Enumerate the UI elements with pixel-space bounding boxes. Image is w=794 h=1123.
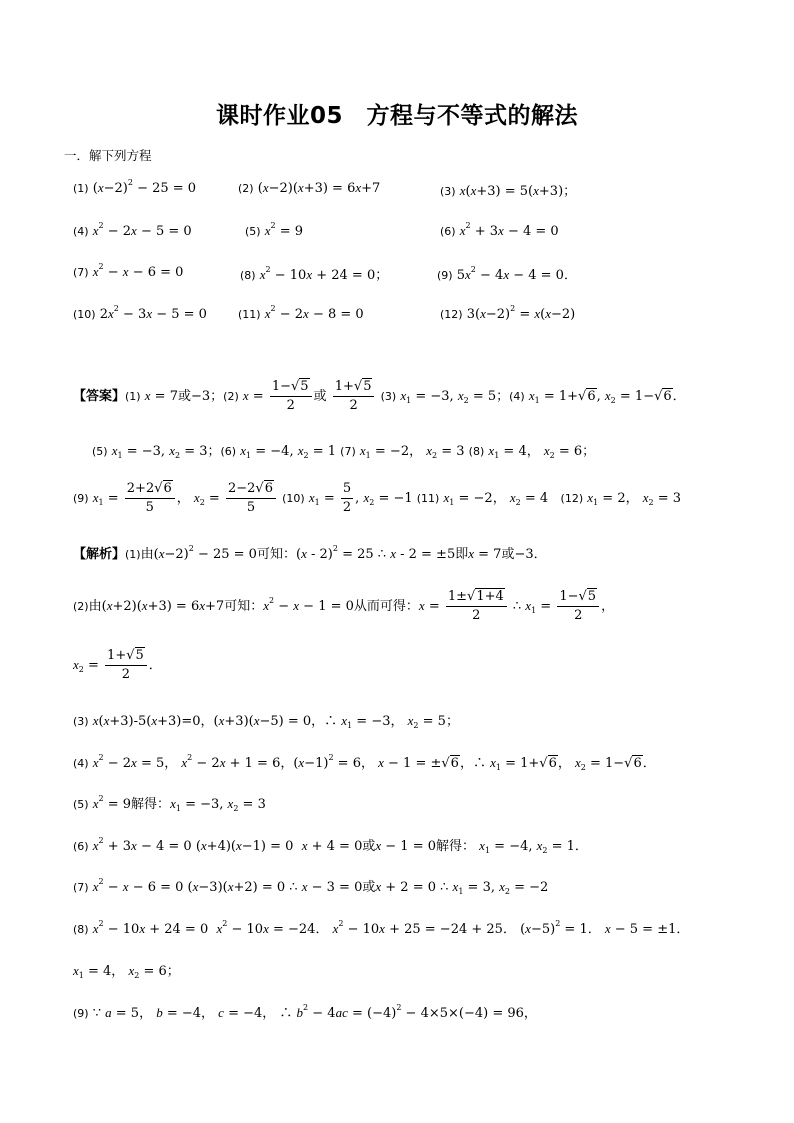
analysis-line-4: (3) x(x+3)-5(x+3)=0，(x+3)(x−5) = 0，∴ $x_1 = -3$， $x_2 = 5$； [73,713,459,730]
analysis-line-6: (5) $x^2 = 9$解得：$x_1 = -3$, $x_2 = 3$ [73,794,266,813]
problem-7: (7) $x^2 - x - 6 = 0$ [73,262,184,280]
analysis-line-10: $x_1 = 4$， $x_2 = 6$； [73,963,180,980]
problem-8: (8) $x^2 - 10x + 24 = 0$； [240,265,389,283]
analysis-line-1: 【解析】(1)由$(x-2)^2 - 25 = 0$可知：(x - 2)$^2$ = 25 ∴ x - 2 = ±5即x = 7或−3． [73,544,547,562]
analysis-line-9: (8) $x^2 - 10x + 24 = 0$ $x^2 - 10x = -24$． $x^2 - 10x + 25 = -24 + 25$． $(x-5)^2 = 1$． x − 5 = ±1． [73,919,690,937]
analysis-line-5: (4) $x^2 - 2x = 5$， $x^2 - 2x + 1 = 6$，$(x-1)^2 = 6$， x − 1 = ±√6，∴ $x_1 = 1+√6$， $x_2 = 1-√6$． [73,753,656,772]
section-heading: 一．解下列方程 [64,148,152,163]
problem-9: (9) $5x^2 - 4x - 4 = 0$． [437,265,577,283]
analysis-line-11: (9) ∵ a = 5， b = −4， c = −4， ∴ $b^2 - 4ac = (-4)^2 - 4\times 5\times(-4) = 96$， [73,1003,537,1021]
answer-line-2: (5) $x_1 = -3$, $x_2 = 3$；(6) $x_1 = -4$, $x_2 = 1$ (7) $x_1 = -2$， $x_2 = 3$ (8) $x_1 = 4$， $x_2 = 6$； [92,443,596,460]
analysis-line-2: (2)由(x+2)(x+3) = 6x+7可知：$x^2 - x - 1 = 0$从而可得：x = $\frac{1\pm√1+4}{2}$ ∴ $x_1$ = $\frac{1-√5}{2}$ ， [73,589,615,623]
problem-6: (6) $x^2 + 3x - 4 = 0$ [440,221,559,239]
problem-1: (1) $(x-2)^2 - 25 = 0$ [73,178,197,196]
analysis-line-3: $x_2$ = $\frac{1+√5}{2}$ ． [73,648,162,682]
problem-5: (5) $x^2 = 9$ [245,221,304,239]
problem-2: (2) (x−2)(x+3) = 6x+7 [238,180,381,196]
analysis-line-8: (7) $x^2 - x - 6 = 0$ (x−3)(x+2) = 0 ∴ x − 3 = 0或x + 2 = 0 ∴ $x_1 = 3$, $x_2 = -2$ [73,877,549,896]
problem-11: (11) $x^2 - 2x - 8 = 0$ [238,304,364,322]
problem-3: (3) x(x+3) = 5(x+3)； [440,183,577,199]
problem-10: (10) $2x^2 - 3x - 5 = 0$ [73,304,207,322]
problem-12: (12) $3(x-2)^2 = x(x-2)$ [440,304,576,322]
analysis-line-7: (6) $x^2 + 3x - 4 = 0$ (x+4)(x−1) = 0 x + 4 = 0或x − 1 = 0解得： $x_1 = -4$, $x_2 = 1$． [73,836,588,855]
answer-line-3: (9) $x_1$ = $\frac{2+2√6}{5}$ ， $x_2$ = $\frac{2-2√6}{5}$ (10) $x_1$ = $\frac{5}{2}$ , $x_2 = -1$ (11) $x_1 = -2$， $x_2 = 4$ (12) $x_1 = 2$， $x_2 = 3$ [73,481,682,515]
problem-4: (4) $x^2 - 2x - 5 = 0$ [73,221,192,239]
page-title: 课时作业05 方程与不等式的解法 [215,103,578,129]
answer-line-1: 【答案】(1) x = 7或−3；(2) x = $\frac{1-√5}{2}$ 或 $\frac{1+√5}{2}$ (3) $x_1 = -3$, $x_2 = 5$；(4) $x_1 = 1+√6$, $x_2 = 1-√6$． [73,379,686,413]
